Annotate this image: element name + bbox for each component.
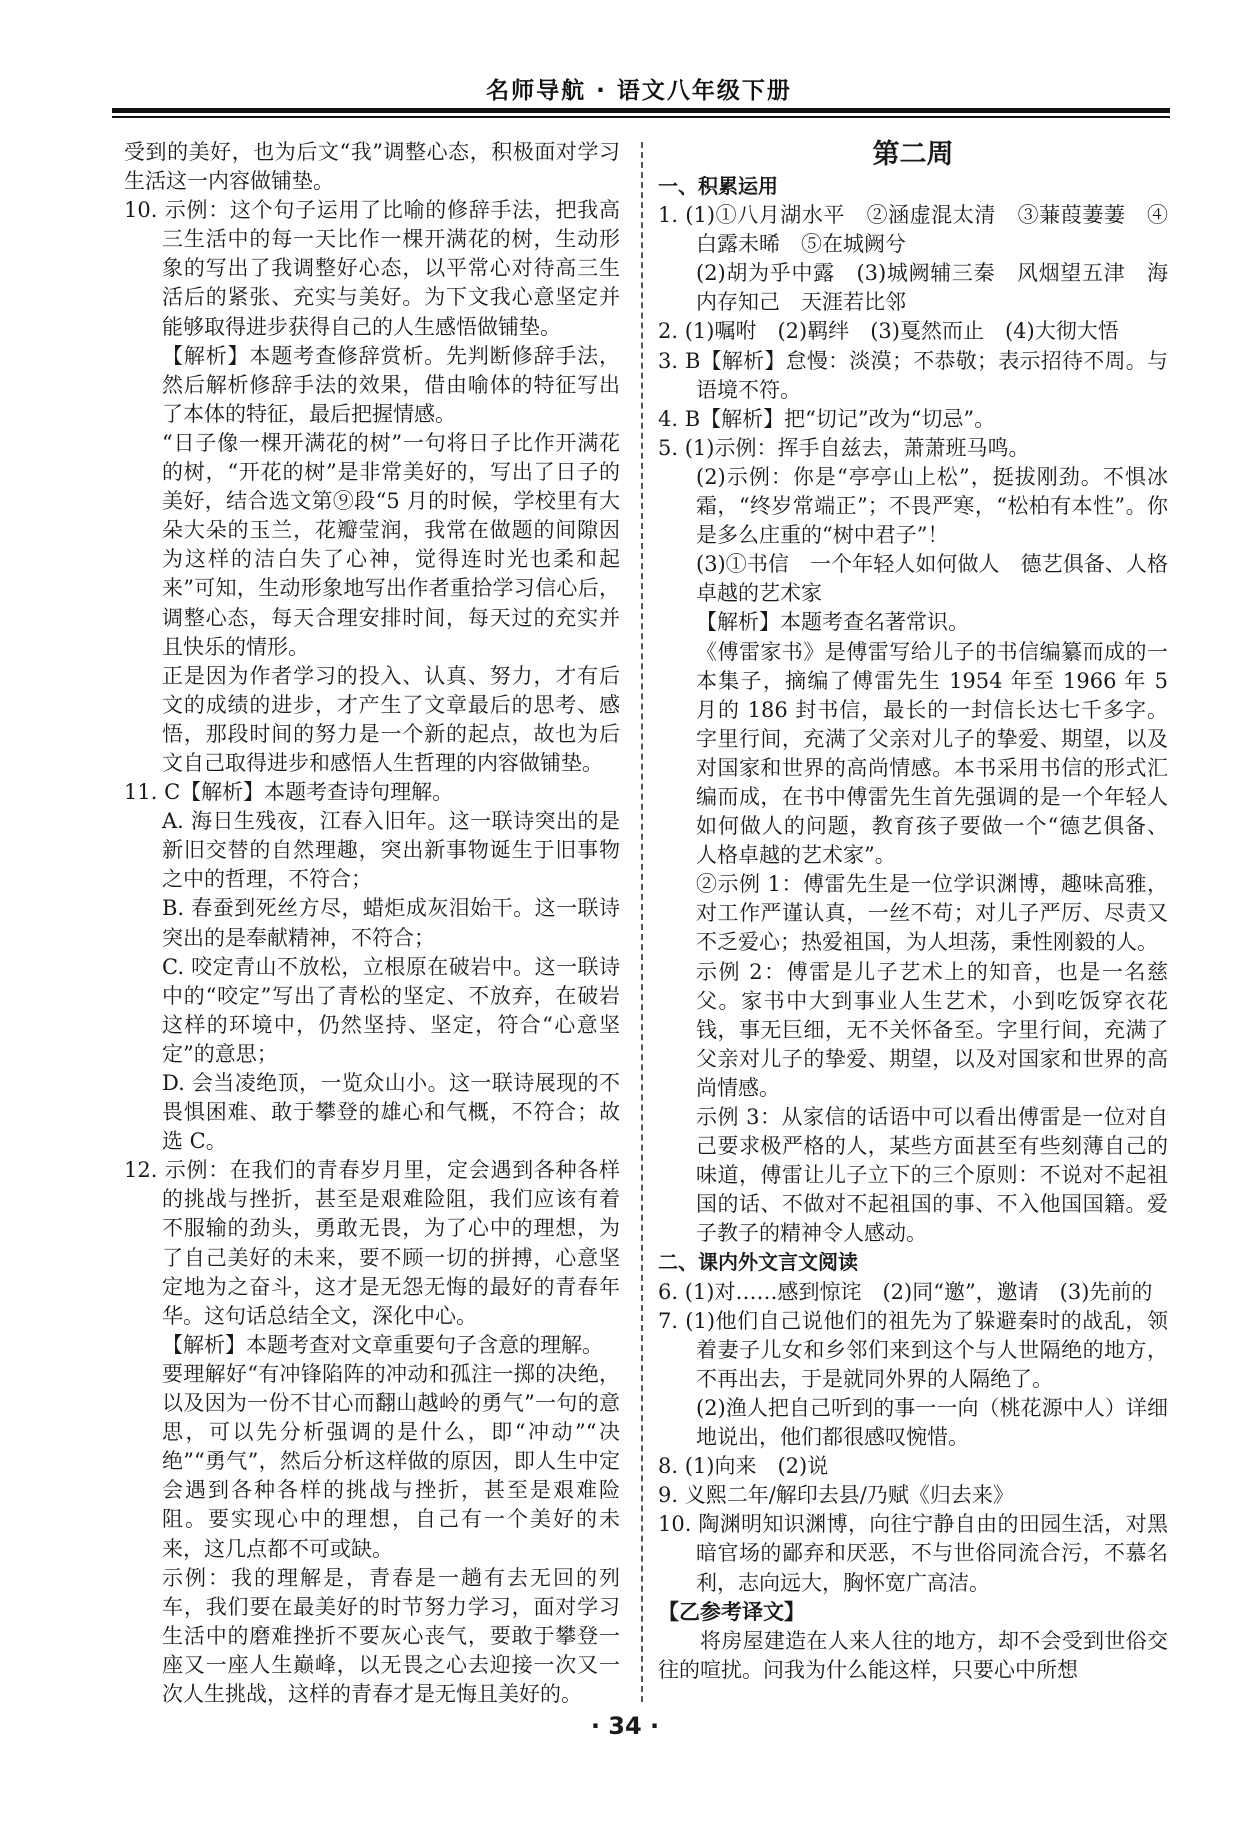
answer-line: 9. 义熙二年/解印去县/乃赋《归去来》 (658, 1483, 1014, 1508)
section-heading-1: 一、积累运用 (658, 174, 778, 198)
answer-line: ②示例 1：傅雷先生是一位学识渊博，趣味高雅，对工作严谨认真，一丝不苟；对儿子严厉、尽责又不乏爱心；热爱祖国，为人坦荡，秉性刚毅的人。 (696, 872, 1168, 955)
section-1-answers (658, 201, 1168, 1248)
answer-line: (2)渔人把自己听到的事一一向（桃花源中人）详细地说出，他们都很感叹惋惜。 (696, 1395, 1168, 1450)
running-header: 名师导航 · 语文八年级下册 (486, 78, 792, 104)
answer-line: 1. (1)①八月湖水平 ②涵虚混太清 ③蒹葭萋萋 ④白露未晞 ⑤在城阙兮 (658, 203, 1168, 257)
answer-line: 2. (1)嘱咐 (2)羁绊 (3)戛然而止 (4)大彻大悟 (658, 319, 1119, 344)
answer-line: (3)①书信 一个年轻人如何做人 德艺俱备、人格卓越的艺术家 (696, 552, 1168, 606)
header-rule-thin (112, 116, 1170, 118)
answer-line: 示例：我的理解是，青春是一趟有去无回的列车，我们要在最美好的时节努力学习，面对学习生活中的磨难挫折不要灰心丧气，要敢于攀登一座又一座人生巅峰，以无畏之心去迎接一次又一次人生挑战，这样的青春才是无悔且美好的。 (162, 1565, 620, 1706)
translation-text: 将房屋建造在人来人往的地方，却不会受到世俗交往的喧扰。问我为什么能这样，只要心中所想 (658, 1628, 1168, 1682)
answer-line: 正是因为作者学习的投入、认真、努力，才有后文的成绩的进步，才产生了文章最后的思考、感悟，那段时间的努力是一个新的起点，故也为后文自己取得进步和感悟人生哲理的内容做铺垫。 (162, 663, 620, 775)
answer-line: (2)胡为乎中露 (3)城阙辅三秦 风烟望五津 海内存知己 天涯若比邻 (696, 261, 1168, 315)
header-rule-thick (112, 108, 1170, 113)
answer-line: 3. B【解析】怠慢：淡漠；不恭敬；表示招待不周。与语境不符。 (658, 348, 1168, 402)
answer-line: 6. (1)对……感到惊诧 (2)同“邀”，邀请 (3)先前的 (658, 1279, 1153, 1304)
answer-line: 要理解好“有冲锋陷阵的冲动和孤注一掷的决绝，以及因为一份不甘心而翻山越岭的勇气”一句的意思，可以先分析强调的是什么，即“冲动”“决绝”“勇气”，然后分析这样做的原因，即人生中定会遇到各种各样的挑战与挫折，甚至是艰难险阻。要实现心中的理想，自己有一个美好的未来，这几点都不可或缺。 (162, 1361, 620, 1561)
translation-heading: 【乙参考译文】 (658, 1599, 805, 1624)
page-number: · 34 · (590, 1712, 660, 1740)
answer-line: 受到的美好，也为后文“我”调整心态，积极面对学习生活这一内容做铺垫。 (124, 140, 620, 194)
answer-line: 4. B【解析】把“切记”改为“切忌”。 (658, 406, 996, 431)
answer-line: (2)示例：你是“亭亭山上松”，挺拔刚劲。不惧冰霜，“终岁常端正”；不畏严寒，“松柏有本性”。你是多么庄重的“树中君子”！ (696, 464, 1168, 548)
left-column (124, 138, 620, 1709)
answer-line: 12. 示例：在我们的青春岁月里，定会遇到各种各样的挑战与挫折，甚至是艰难险阻，我们应该有着不服输的劲头，勇敢无畏，为了心中的理想，为了自己美好的未来，要不顾一切的拼搏，心意坚定地为之奋斗，这才是无怨无悔的最好的青春年华。这句话总结全文，深化中心。 (124, 1158, 620, 1328)
answer-line: 【解析】本题考查名著常识。 (696, 610, 969, 635)
answer-line: “日子像一棵开满花的树”一句将日子比作开满花的树，“开花的树”是非常美好的，写出了日子的美好，结合选文第⑨段“5 月的时候，学校里有大朵大朵的玉兰，花瓣莹润，我常在做题的间隙因为这样的洁白失了心神，觉得连时光也柔和起来”可知，生动形象地写出作者重拾学习信心后，调整心态，每天合理安排时间，每天过的充实并且快乐的情形。 (162, 430, 620, 659)
answer-line: 《傅雷家书》是傅雷写给儿子的书信编纂而成的一本集子，摘编了傅雷先生 1954 年至 1966 年 5 月的 186 封书信，最长的一封信长达七千多字。字里行间，充满了父亲对儿子的挚爱、期望，以及对国家和世界的高尚情感。本书采用书信的形式汇编而成，在书中傅雷先生首先强调的是一个年轻人如何做人的问题，教育孩子要做一个“德艺俱备、人格卓越的艺术家”。 (696, 639, 1168, 868)
answer-line: 示例 3：从家信的话语中可以看出傅雷是一位对自己要求极严格的人，某些方面甚至有些刻薄自己的味道，傅雷让儿子立下的三个原则：不说对不起祖国的话、不做对不起祖国的事、不入他国国籍。爱子教子的精神令人感动。 (696, 1105, 1168, 1246)
answer-line: 【解析】本题考查对文章重要句子含意的理解。 (162, 1332, 603, 1357)
week-title: 第二周 (872, 139, 954, 170)
answer-line: C. 咬定青山不放松，立根原在破岩中。这一联诗中的“咬定”写出了青松的坚定、不放弃，在破岩这样的环境中，仍然坚持、坚定，符合“心意坚定”的意思； (162, 954, 620, 1066)
right-column (658, 138, 1168, 1685)
section-heading-2: 二、课内外文言文阅读 (658, 1250, 858, 1275)
answer-line: 7. (1)他们自己说他们的祖先为了躲避秦时的战乱，领着妻子儿女和乡邻们来到这个与人世隔绝的地方，不再出去，于是就同外界的人隔绝了。 (658, 1308, 1168, 1391)
answer-line: B. 春蚕到死丝方尽，蜡炬成灰泪始干。这一联诗突出的是奉献精神，不符合； (162, 896, 620, 950)
answer-line: 5. (1)示例：挥手自兹去，萧萧班马鸣。 (658, 435, 1030, 460)
answer-line: 10. 示例：这个句子运用了比喻的修辞手法，把我高三生活中的每一天比作一棵开满花的树，生动形象的写出了我调整好心态，以平常心对待高三生活后的紧张、充实与美好。为下文我心意坚定并能够取得进步获得自己的人生感悟做铺垫。 (124, 198, 620, 339)
section-2-answers (658, 1278, 1168, 1598)
answer-line: 10. 陶渊明知识渊博，向往宁静自由的田园生活，对黑暗官场的鄙弃和厌恶，不与世俗同流合污，不慕名利，志向远大，胸怀宽广高洁。 (658, 1512, 1168, 1595)
answer-line: 11. C【解析】本题考查诗句理解。 (124, 780, 454, 805)
column-divider (641, 142, 643, 1702)
answer-line: D. 会当凌绝顶，一览众山小。这一联诗展现的不畏惧困难、敢于攀登的雄心和气概，不符合；故选 C。 (162, 1071, 620, 1154)
answer-line: A. 海日生残夜，江春入旧年。这一联诗突出的是新旧交替的自然理趣，突出新事物诞生于旧事物之中的哲理，不符合； (162, 809, 620, 892)
answer-line: 【解析】本题考查修辞赏析。先判断修辞手法，然后解析修辞手法的效果，借由喻体的特征写出了本体的特征，最后把握情感。 (162, 343, 620, 426)
answer-line: 8. (1)向来 (2)说 (658, 1454, 829, 1479)
answer-line: 示例 2：傅雷是儿子艺术上的知音，也是一名慈父。家书中大到事业人生艺术，小到吃饭穿衣花钱，事无巨细，无不关怀备至。字里行间，充满了父亲对儿子的挚爱、期望，以及对国家和世界的高尚情感。 (696, 959, 1168, 1100)
